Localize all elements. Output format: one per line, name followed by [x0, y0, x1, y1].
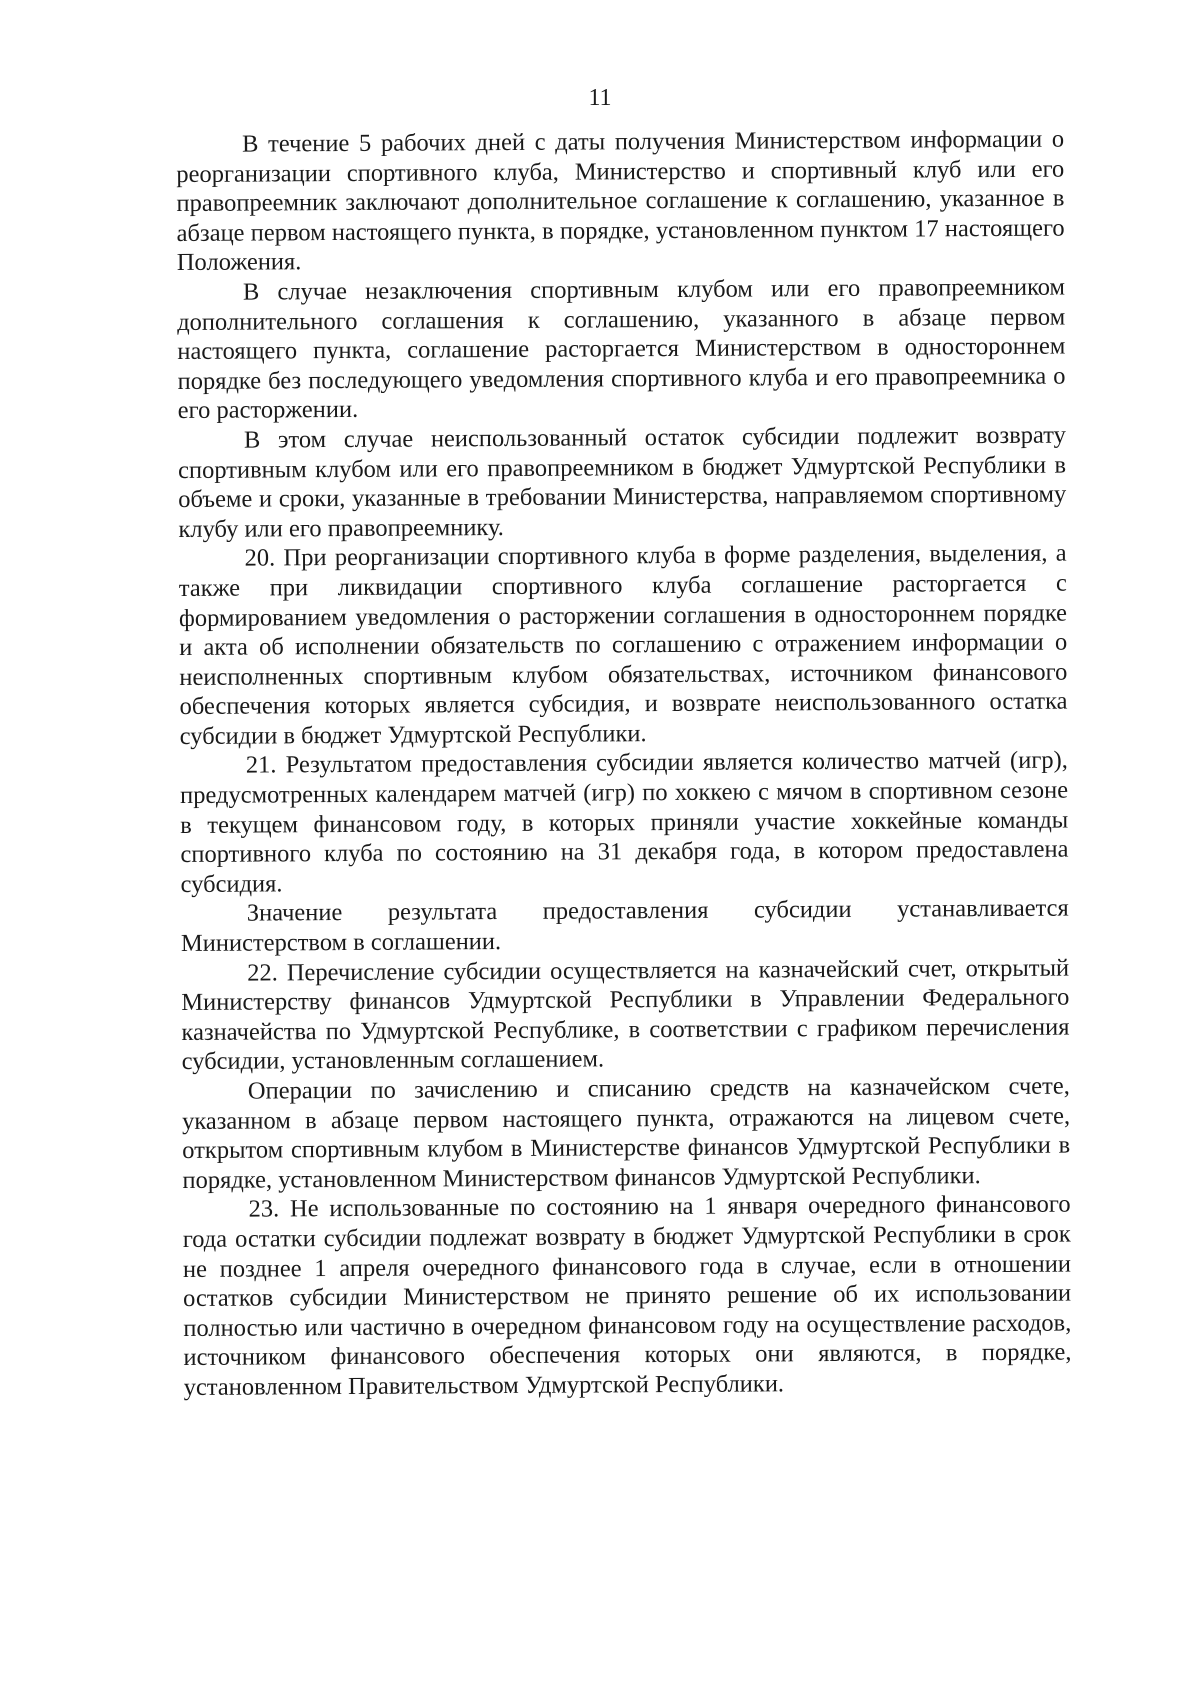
paragraph-item-22: 22. Перечисление субсидии осуществляется на казначейский счет, открытый Министерству финансов Удмуртской Республики в Управлении Федерального казначейства по Удмуртской Республике, в соответствии с графиком перечисления субсидии, установленным соглашением.: [181, 954, 1070, 1076]
document-body: [176, 125, 1072, 1403]
paragraph-item-23: 23. Не использованные по состоянию на 1 января очередного финансового года остатки субсидии подлежат возврату в бюджет Удмуртской Республики в срок не позднее 1 апреля очередного финансового года в случае, если в отношении остатков субсидии Министерством не принято решение об их использовании полностью или частично в очередном финансовом году на осуществление расходов, источником финансового обеспечения которых они являются, в порядке, установленном Правительством Удмуртской Республики.: [182, 1190, 1072, 1401]
paragraph-reorganization-agreement: В течение 5 рабочих дней с даты получения Министерством информации о реорганизации спортивного клуба, Министерство и спортивный клуб или его правопреемник заключают дополнительное соглашение к соглашению, указанное в абзаце первом настоящего пункта, в порядке, установленном пунктом 17 настоящего Положения.: [176, 125, 1065, 277]
paragraph-unused-balance-return: В этом случае неиспользованный остаток субсидии подлежит возврату спортивным клубом или его правопреемником в бюджет Удмуртской Республики в объеме и сроки, указанные в требовании Министерства, направляемом спортивному клубу или его правопреемнику.: [177, 421, 1067, 543]
paragraph-agreement-termination: В случае незаключения спортивным клубом или его правопреемником дополнительного соглашения к соглашению, указанного в абзаце первом настоящего пункта, соглашение расторгается Министерством в одностороннем порядке без последующего уведомления спортивного клуба и его правопреемника о его расторжении.: [177, 273, 1066, 425]
page-number: 11: [588, 85, 612, 111]
paragraph-treasury-operations: Операции по зачислению и списанию средств на казначейском счете, указанном в абзаце первом настоящего пункта, отражаются на лицевом счете, открытом спортивным клубом в Министерстве финансов Удмуртской Республики в порядке, установленном Министерством финансов Удмуртской Республики.: [181, 1072, 1071, 1194]
paragraph-result-value: Значение результата предоставления субсидии устанавливается Министерством в соглашении.: [180, 894, 1069, 958]
paragraph-item-20: 20. При реорганизации спортивного клуба в форме разделения, выделения, а также при ликвидации спортивного клуба соглашение расторгается с формированием уведомления о расторжении соглашения в одностороннем порядке и акта об исполнении обязательств по соглашению с отражением информации о неисполненных спортивным клубом обязательствах, источником финансового обеспечения которых является субсидия, и возврате неиспользованного остатка субсидии в бюджет Удмуртской Республики.: [178, 539, 1068, 750]
paragraph-item-21: 21. Результатом предоставления субсидии является количество матчей (игр), предусмотренных календарем матчей (игр) по хоккею с мячом в спортивном сезоне в текущем финансовом году, в которых приняли участие хоккейные команды спортивного клуба по состоянию на 31 декабря года, в котором предоставлена субсидия.: [179, 747, 1069, 898]
